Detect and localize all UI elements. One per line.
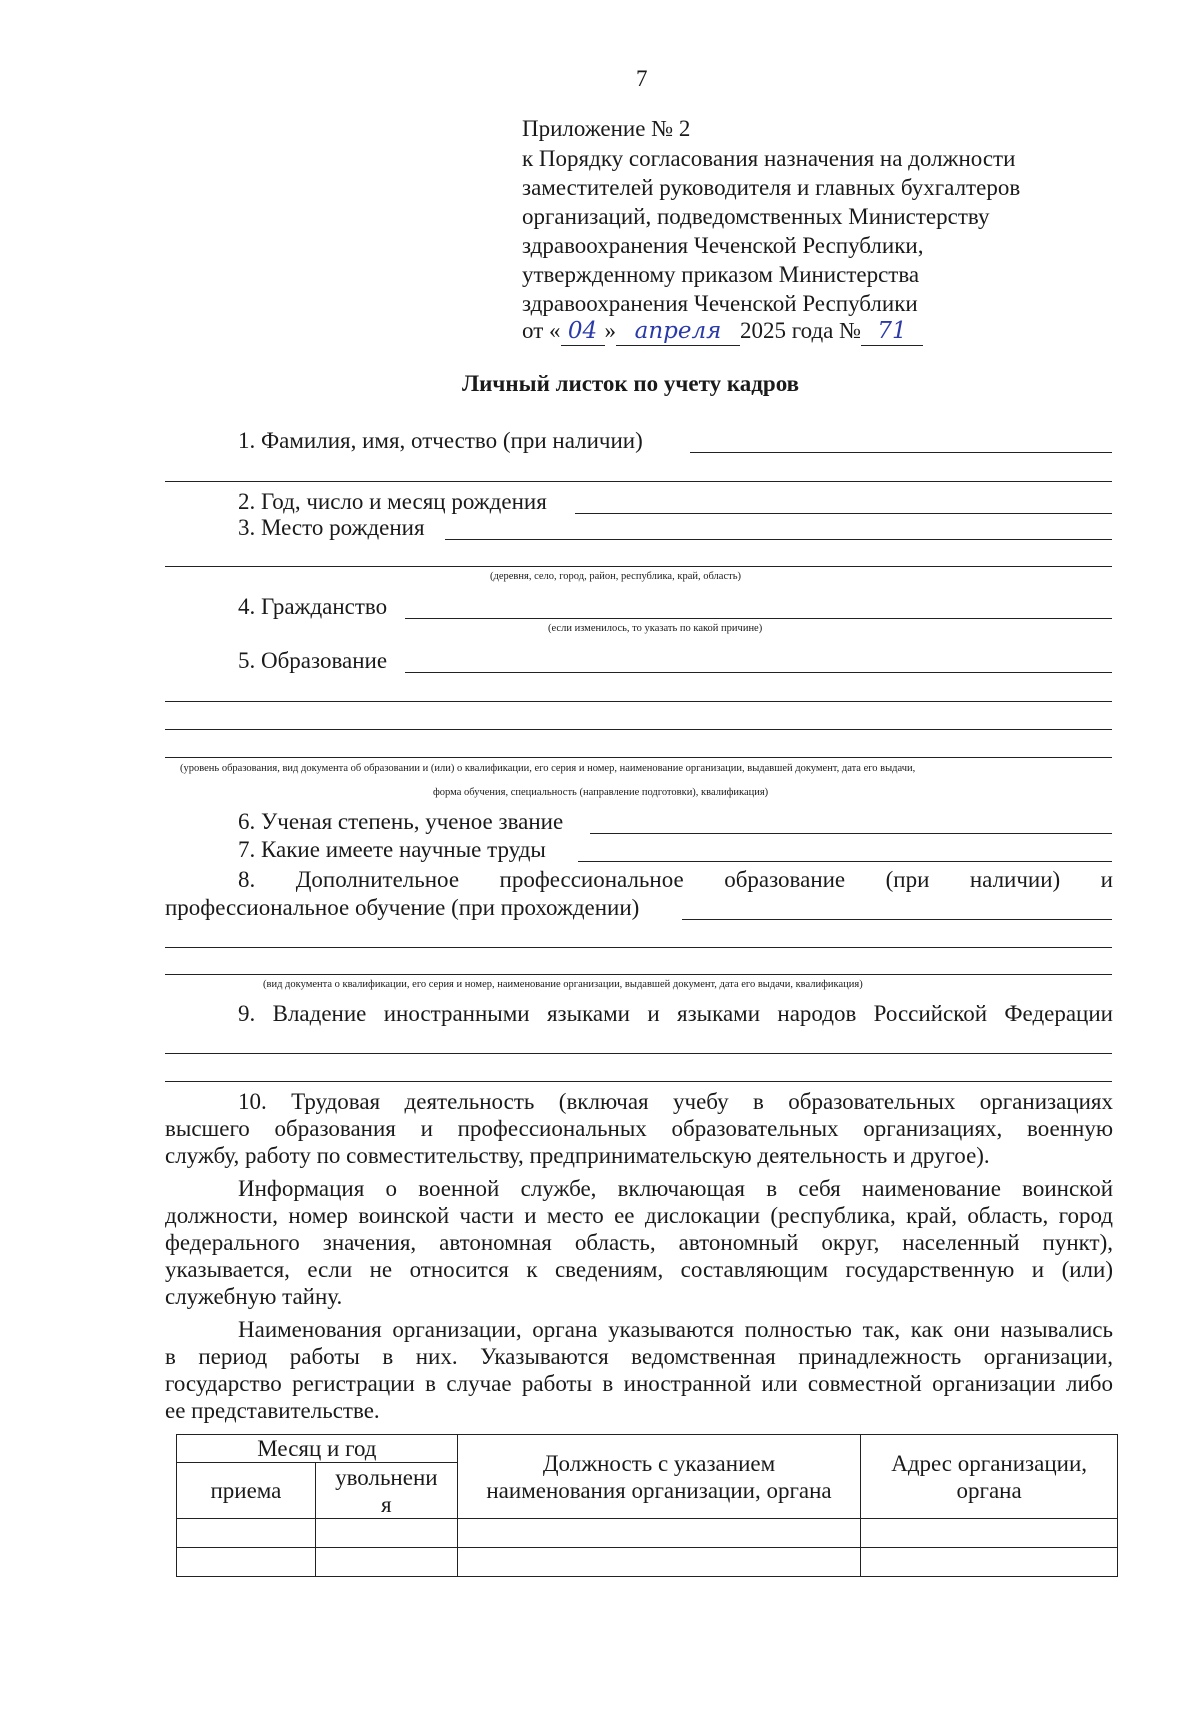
fill-line (165, 701, 1112, 702)
hint-additional-education: (вид документа о квалификации, его серия и номер, наименование организации, выдавшей документ, дата его выдачи, квалификация) (263, 979, 863, 990)
fill-line (445, 539, 1112, 540)
table-cell (315, 1548, 457, 1577)
date-mid: » (604, 318, 616, 343)
fill-line (165, 729, 1112, 730)
fill-line (575, 513, 1112, 514)
appendix-line: здравоохранения Чеченской Республики (522, 291, 918, 316)
paragraph-line: федерального значения, автономная область, автономный округ, населенный пункт), (165, 1230, 1113, 1255)
fill-line (682, 919, 1112, 920)
paragraph-line: государство регистрации в случае работы в иностранной или совместной организации либо (165, 1371, 1113, 1396)
fill-line (165, 757, 1112, 758)
appendix-line: к Порядку согласования назначения на должности (522, 146, 1016, 171)
appendix-line: утвержденному приказом Министерства (522, 262, 920, 287)
handwritten-month: апреля (616, 318, 740, 346)
fill-line (405, 672, 1112, 673)
header-dismissal: увольнени я (315, 1463, 457, 1519)
date-prefix: от « (522, 318, 561, 343)
table-cell (861, 1519, 1118, 1548)
field-label-citizenship: 4. Гражданство (238, 594, 388, 619)
fill-line (165, 1053, 1112, 1054)
table-cell (177, 1519, 316, 1548)
paragraph-line: ее представительстве. (165, 1398, 380, 1423)
work-history-table (176, 1434, 1118, 1577)
field-label-additional-education (238, 866, 1113, 893)
paragraph-organization-names (165, 1316, 1113, 1424)
header-position: Должность с указанием наименования организации, органа (457, 1435, 860, 1519)
paragraph-line: указывается, если не относится к сведениям, составляющим государственную и (или) (165, 1257, 1113, 1282)
field-label-languages: 9. Владение иностранными языками и языками народов Российской Федерации (238, 1001, 1113, 1026)
field-8-line-1: 8. Дополнительное профессиональное образование (при наличии) и (238, 867, 1113, 892)
fill-line (690, 452, 1112, 453)
fill-line (405, 618, 1112, 619)
fill-line (165, 974, 1112, 975)
fill-line (590, 833, 1112, 834)
hint-education: форма обучения, специальность (направление подготовки), квалификация) (433, 787, 769, 798)
fill-line (165, 566, 1112, 567)
header-hire: приема (177, 1463, 316, 1519)
paragraph-line: Информация о военной службе, включающая в себя наименование воинской (238, 1176, 1113, 1201)
paragraph-line: должности, номер воинской части и место ее дислокации (республика, край, область, город (165, 1203, 1113, 1228)
handwritten-day: 04 (561, 318, 605, 346)
fill-line (165, 481, 1112, 482)
hint-citizenship: (если изменилось, то указать по какой причине) (548, 623, 763, 634)
field-label-full-name: 1. Фамилия, имя, отчество (при наличии) (238, 428, 643, 453)
hint-education: (уровень образования, вид документа об образовании и (или) о квалификации, его серия и номер, наименование организации, выдавшей документ, дата его выдачи, (180, 763, 916, 774)
fill-line (578, 861, 1112, 862)
handwritten-order-number: 71 (861, 318, 923, 346)
paragraph-line: высшего образования и профессиональных образовательных организациях, военную (165, 1116, 1113, 1141)
appendix-line: организаций, подведомственных Министерству (522, 204, 990, 229)
fill-line (165, 947, 1112, 948)
table-row (177, 1548, 1118, 1577)
hint-birth-place: (деревня, село, город, район, республика, край, область) (490, 571, 741, 582)
form-title: Личный листок по учету кадров (462, 371, 800, 396)
paragraph-work-history (165, 1088, 1113, 1169)
date-year: 2025 года № (740, 318, 862, 343)
field-label-degree: 6. Ученая степень, ученое звание (238, 809, 564, 834)
appendix-line: здравоохранения Чеченской Республики, (522, 233, 924, 258)
paragraph-line: в период работы в них. Указываются ведомственная принадлежность организации, (165, 1344, 1113, 1369)
paragraph-line: служебную тайну. (165, 1284, 343, 1309)
field-label-birth-place: 3. Место рождения (238, 515, 425, 540)
paragraph-line: 10. Трудовая деятельность (включая учебу в образовательных организациях (238, 1089, 1113, 1114)
header-address: Адрес организации, органа (861, 1435, 1118, 1519)
table-cell (457, 1548, 860, 1577)
table-cell (315, 1519, 457, 1548)
table-row (177, 1519, 1118, 1548)
field-label-professional-training: профессиональное обучение (при прохождении) (165, 895, 640, 920)
paragraph-line: службу, работу по совместительству, предпринимательскую деятельность и другое). (165, 1143, 990, 1168)
header-month-year: Месяц и год (177, 1435, 458, 1463)
field-label-birth-date: 2. Год, число и месяц рождения (238, 489, 547, 514)
order-date-line (522, 317, 923, 346)
appendix-title: Приложение № 2 (522, 116, 691, 141)
table-cell (457, 1519, 860, 1548)
paragraph-military (165, 1175, 1113, 1310)
field-label-scientific-works: 7. Какие имеете научные труды (238, 837, 546, 862)
table-cell (177, 1548, 316, 1577)
page-number: 7 (636, 66, 648, 91)
table-cell (861, 1548, 1118, 1577)
fill-line (165, 1081, 1112, 1082)
appendix-line: заместителей руководителя и главных бухгалтеров (522, 175, 1021, 200)
paragraph-line: Наименования организации, органа указываются полностью так, как они назывались (238, 1317, 1113, 1342)
field-label-education: 5. Образование (238, 648, 388, 673)
